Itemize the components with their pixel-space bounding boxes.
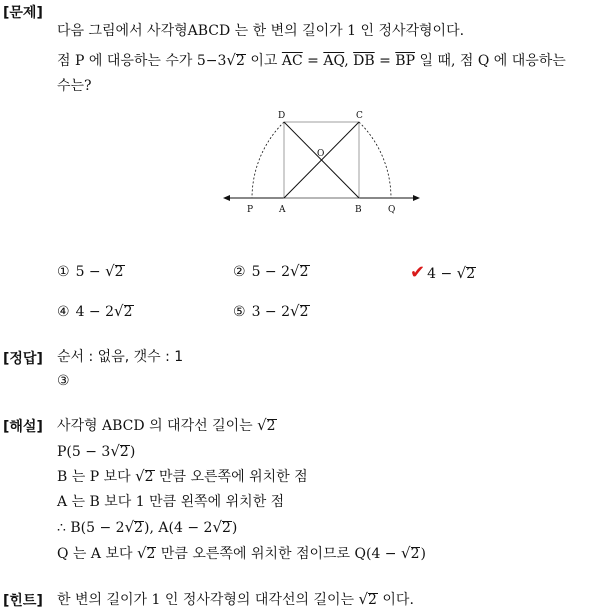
answer-line-1: 순서 : 없음, 갯수 : 1 [57,349,184,365]
label-d: D [278,111,286,121]
label-b: B [355,205,362,215]
explanation-line-3: B 는 P 보다 √2 만큼 오른쪽에 위치한 점 [57,467,308,485]
explanation-line-1: 사각형 ABCD 의 대각선 길이는 √2 [57,416,276,434]
explanation-tag: [해설] [3,419,43,435]
explanation-line-5: ∴ B(5 − 2√2), A(4 − 2√2) [57,518,238,536]
explanation-line-2: P(5 − 3√2) [57,442,136,460]
problem-line-2: 점 P 에 대응하는 수가 5−3√2 이고 $\overline{AC} = \overline{AQ}$, $\overline{DB} = \overline{BP}$ 일 때, 점 Q 에 대응하는 [57,51,566,69]
choice-1[interactable]: ① 5 − √2 [57,262,124,280]
choice-5[interactable]: ⑤ 3 − 2√2 [233,302,309,320]
explanation-line-6: Q 는 A 보다 √2 만큼 오른쪽에 위치한 점이므로 Q(4 − √2) [57,544,426,562]
arc-a-to-q [359,122,391,198]
right-arrow [413,195,420,201]
answer-line-2: ③ [57,373,70,389]
correct-check-icon: ✔ [410,262,426,283]
answer-tag: [정답] [3,351,43,367]
hint-tag: [힌트] [3,593,43,609]
hint-line: 한 변의 길이가 1 인 정사각형의 대각선의 길이는 √2 이다. [57,590,414,608]
problem-line-3: 수는? [57,78,92,94]
problem-line-1: 다음 그림에서 사각형ABCD 는 한 변의 길이가 1 인 정사각형이다. [57,23,465,39]
label-q: Q [388,205,396,215]
label-p: P [247,205,254,215]
explanation-line-4: A 는 B 보다 1 만큼 왼쪽에 위치한 점 [57,494,285,510]
label-a: A [279,205,286,215]
arc-b-to-p [252,122,284,198]
geometry-figure [220,105,425,220]
label-o: O [317,149,325,159]
label-c: C [356,111,363,121]
choice-2[interactable]: ② 5 − 2√2 [233,262,309,280]
choice-4[interactable]: ④ 4 − 2√2 [57,302,133,320]
problem-tag: [문제] [3,5,43,21]
left-arrow [223,195,230,201]
choice-3[interactable]: ✔ 4 − √2 [410,262,476,283]
